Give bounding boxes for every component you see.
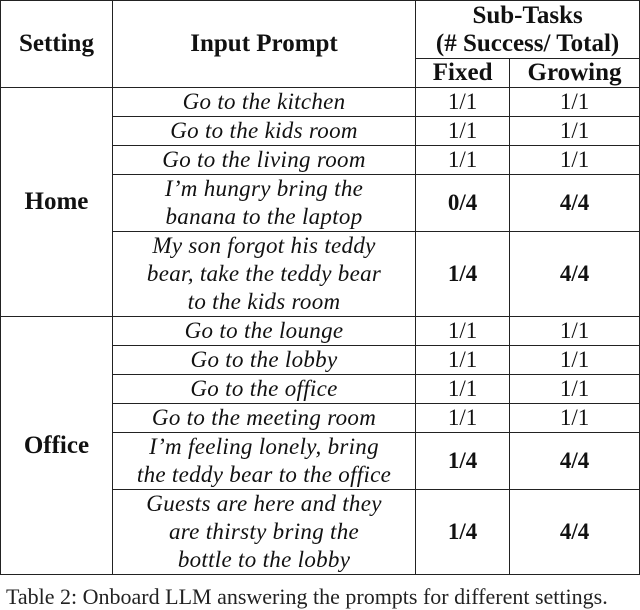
growing-result-cell: 4/4	[510, 232, 640, 317]
fixed-result-cell: 1/4	[416, 232, 510, 317]
fixed-result-cell: 0/4	[416, 175, 510, 232]
fixed-result-cell: 1/4	[416, 433, 510, 490]
prompt-cell: I’m hungry bring the banana to the laptop	[112, 175, 415, 232]
growing-result-cell: 4/4	[510, 175, 640, 232]
fixed-result-cell: 1/1	[416, 346, 510, 375]
growing-result-cell: 1/1	[510, 146, 640, 175]
prompt-cell: Go to the office	[112, 375, 415, 404]
prompt-cell: Go to the kitchen	[112, 88, 415, 117]
header-input-prompt: Input Prompt	[112, 1, 415, 88]
header-fixed: Fixed	[416, 59, 510, 88]
prompt-cell: Guests are here and they are thirsty bring the bottle to the lobby	[112, 490, 415, 575]
growing-result-cell: 4/4	[510, 433, 640, 490]
growing-result-cell: 4/4	[510, 490, 640, 575]
setting-cell: Home	[1, 88, 113, 317]
growing-result-cell: 1/1	[510, 117, 640, 146]
growing-result-cell: 1/1	[510, 88, 640, 117]
prompt-cell: Go to the lobby	[112, 346, 415, 375]
fixed-result-cell: 1/1	[416, 317, 510, 346]
header-subtasks-line1: Sub-Tasks	[472, 1, 583, 29]
prompt-cell: My son forgot his teddy bear, take the teddy bear to the kids room	[112, 232, 415, 317]
growing-result-cell: 1/1	[510, 404, 640, 433]
table-row	[1, 88, 640, 117]
fixed-result-cell: 1/1	[416, 375, 510, 404]
table-caption: Table 2: Onboard LLM answering the prompts for different settings.	[6, 584, 608, 609]
fixed-result-cell: 1/1	[416, 146, 510, 175]
table-body	[1, 88, 640, 575]
fixed-result-cell: 1/4	[416, 490, 510, 575]
fixed-result-cell: 1/1	[416, 88, 510, 117]
prompt-cell: Go to the lounge	[112, 317, 415, 346]
prompt-cell: Go to the meeting room	[112, 404, 415, 433]
prompt-cell: Go to the living room	[112, 146, 415, 175]
table-row	[1, 317, 640, 346]
header-subtasks-line2: (# Success/ Total)	[435, 29, 620, 57]
prompt-cell: I’m feeling lonely, bring the teddy bear to the office	[112, 433, 415, 490]
growing-result-cell: 1/1	[510, 346, 640, 375]
growing-result-cell: 1/1	[510, 375, 640, 404]
prompt-cell: Go to the kids room	[112, 117, 415, 146]
header-subtasks	[416, 1, 640, 59]
fixed-result-cell: 1/1	[416, 117, 510, 146]
header-setting: Setting	[1, 1, 113, 88]
header-growing: Growing	[510, 59, 640, 88]
setting-cell: Office	[1, 317, 113, 575]
fixed-result-cell: 1/1	[416, 404, 510, 433]
growing-result-cell: 1/1	[510, 317, 640, 346]
